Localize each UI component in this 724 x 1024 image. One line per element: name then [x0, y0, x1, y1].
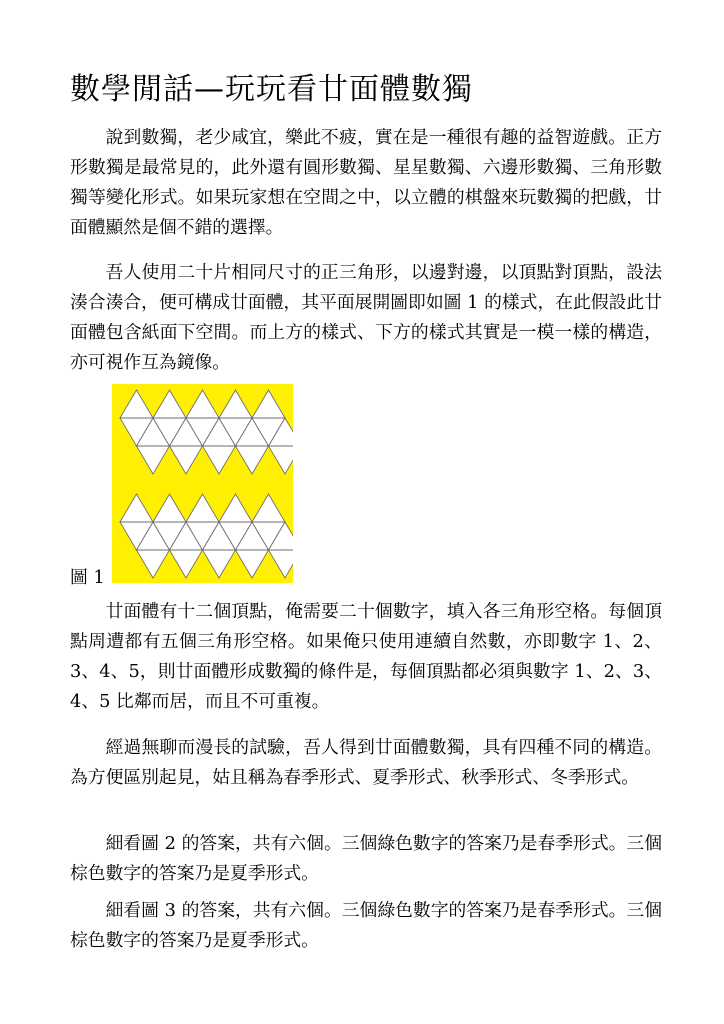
upper-net-top-triangle [252, 390, 285, 418]
upper-net-bottom-triangle [203, 446, 236, 474]
lower-net-bottom-triangle [137, 550, 170, 578]
lower-net-top-triangle [219, 494, 252, 522]
page-title: 數學閒話—玩玩看廿面體數獨 [70, 72, 473, 107]
lower-net-top-triangle [252, 494, 285, 522]
lower-net-bottom-triangle [236, 550, 269, 578]
figure-1-icosahedron-net [112, 384, 293, 583]
paragraph-four-forms: 經過無聊而漫長的試驗，吾人得到廿面體數獨，具有四種不同的構造。為方便區別起見，姑且稱為春季形式、夏季形式、秋季形式、冬季形式。 [70, 737, 662, 788]
paragraph-vertex-condition: 廿面體有十二個頂點，俺需要二十個數字，填入各三角形空格。每個頂點周遭都有五個三角形空格。如果俺只使用連續自然數，亦即數字 1、2、3、4、5，則廿面體形成數獨的條件是，每個頂點都必須與數字 1、2、3、4、5 比鄰而居，而且不可重複。 [70, 601, 662, 712]
paragraph-figure-2: 細看圖 2 的答案，共有六個。三個綠色數字的答案乃是春季形式。三個棕色數字的答案乃是夏季形式。 [70, 833, 662, 884]
lower-net-bottom-triangle [269, 550, 294, 578]
lower-net-bottom-triangle [203, 550, 236, 578]
lower-net-top-triangle [153, 494, 186, 522]
paragraph-figure-3: 細看圖 3 的答案，共有六個。三個綠色數字的答案乃是春季形式。三個棕色數字的答案乃是夏季形式。 [70, 900, 662, 951]
upper-net-bottom-triangle [269, 446, 294, 474]
figure-1-label: 圖 1 [70, 567, 105, 588]
upper-net-bottom-triangle [236, 446, 269, 474]
lower-net-top-triangle [120, 494, 153, 522]
upper-net-bottom-triangle [137, 446, 170, 474]
upper-net-top-triangle [186, 390, 219, 418]
paragraph-intro: 說到數獨，老少咸宜，樂此不疲，實在是一種很有趣的益智遊戲。正方形數獨是最常見的，此外還有圓形數獨、星星數獨、六邊形數獨、三角形數獨等變化形式。如果玩家想在空間之中，以立體的棋盤來玩數獨的把戲，廿面體顯然是個不錯的選擇。 [70, 127, 662, 238]
paragraph-net-description: 吾人使用二十片相同尺寸的正三角形，以邊對邊，以頂點對頂點，設法湊合湊合，便可構成廿面體，其平面展開圖即如圖 1 的樣式，在此假設此廿面體包含紙面下空間。而上方的樣式、下方的樣式其實是一模一樣的構造，亦可視作互為鏡像。 [70, 262, 662, 373]
upper-net-top-triangle [153, 390, 186, 418]
upper-net-bottom-triangle [170, 446, 203, 474]
lower-net-top-triangle [186, 494, 219, 522]
lower-net-bottom-triangle [170, 550, 203, 578]
icosahedron-net-diagram [112, 384, 293, 583]
upper-net-top-triangle [219, 390, 252, 418]
upper-net-top-triangle [120, 390, 153, 418]
